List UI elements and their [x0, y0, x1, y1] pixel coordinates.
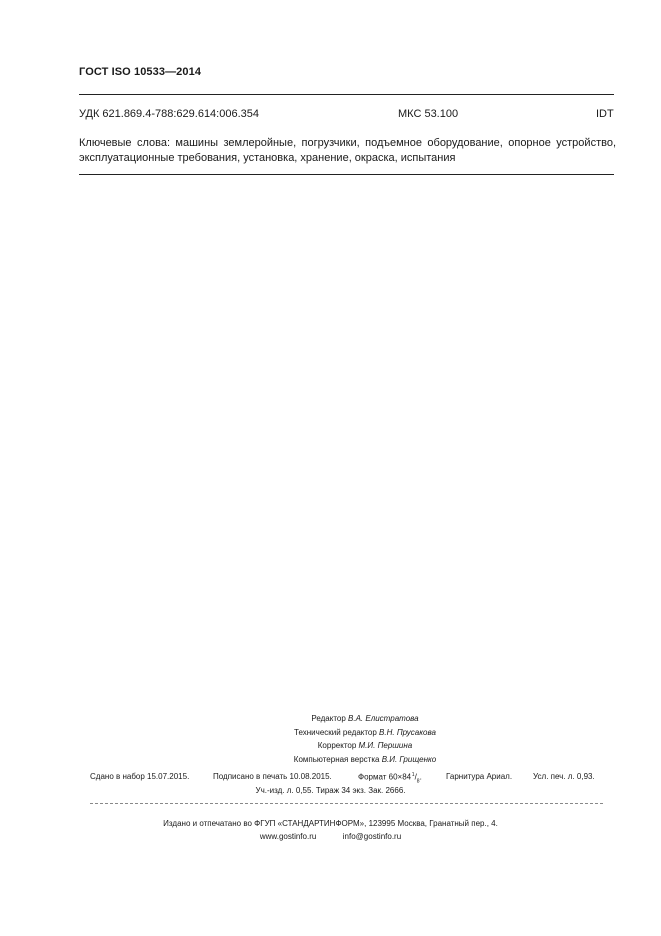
tech-editor-line: Технический редактор В.Н. Прусакова — [294, 727, 436, 737]
publisher-line: Издано и отпечатано во ФГУП «СТАНДАРТИНФОРМ», 123995 Москва, Гранатный пер., 4. — [163, 819, 498, 828]
corrector-line: Корректор М.И. Першина — [317, 741, 413, 750]
credits-block — [200, 712, 530, 766]
dashed-divider — [90, 803, 603, 804]
idt-code: IDT — [596, 108, 614, 120]
website-link[interactable]: www.gostinfo.ru — [259, 832, 317, 841]
signed-date: Подписано в печать 10.08.2015. — [213, 772, 332, 781]
print-line-2: Уч.-изд. л. 0,55. Тираж 34 экз. Зак. 2666. — [255, 786, 406, 795]
print-sheets: Усл. печ. л. 0,93. — [533, 772, 595, 781]
print-font: Гарнитура Ариал. — [446, 772, 513, 781]
email-link[interactable]: info@gostinfo.ru — [342, 832, 402, 841]
mks-code: МКС 53.100 — [398, 108, 459, 120]
print-format: Формат 60×84 $^1/_8$. — [358, 772, 422, 785]
keywords: Ключевые слова: машины землеройные, погрузчики, подъемное оборудование, опорное устройство, эксплуатационные требования, установка, хранение, окраска, испытания — [79, 137, 616, 164]
submitted-date: Сдано в набор 15.07.2015. — [90, 772, 190, 781]
layout-line: Компьютерная верстка В.И. Грищенко — [293, 754, 437, 764]
udk-code: УДК 621.869.4-788:629.614:006.354 — [79, 108, 259, 120]
top-rule — [79, 94, 614, 95]
document-title: ГОСТ ISO 10533—2014 — [79, 66, 202, 78]
publisher-contacts — [0, 832, 661, 841]
keywords-rule — [79, 174, 614, 175]
editor-line: Редактор В.А. Елистратова — [311, 714, 419, 723]
